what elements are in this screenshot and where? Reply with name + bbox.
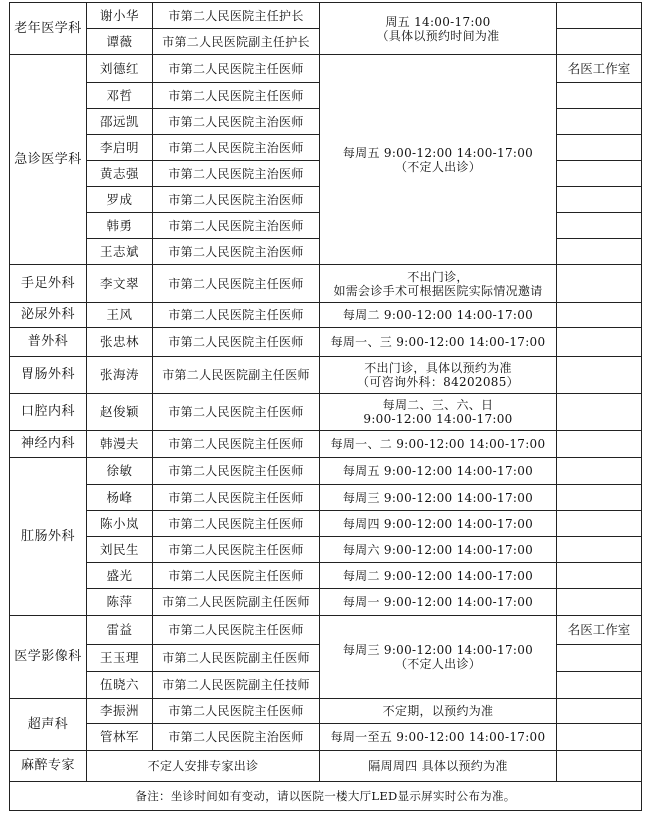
doctor-name: 黄志强 [87, 161, 153, 187]
department-cell: 口腔内科 [10, 394, 87, 431]
doctor-name: 李振洲 [87, 699, 153, 724]
doctor-title: 市第二人民医院主任医师 [153, 83, 320, 109]
doctor-name: 邵远凯 [87, 109, 153, 135]
remark-cell [557, 563, 642, 589]
department-cell: 肛肠外科 [10, 458, 87, 616]
footer-note: 备注：坐诊时间如有变动，请以医院一楼大厅LED显示屏实时公布为准。 [10, 782, 642, 811]
doctor-name: 邓哲 [87, 83, 153, 109]
doctor-title: 市第二人民医院主治医师 [153, 724, 320, 751]
remark-cell [557, 699, 642, 724]
table-row [10, 616, 642, 645]
remark-cell: 名医工作室 [557, 55, 642, 83]
schedule-line: （不定人出诊） [394, 657, 482, 671]
table-row [10, 589, 642, 616]
doctor-name: 徐敏 [87, 458, 153, 485]
table-row [10, 751, 642, 782]
schedule-cell [320, 3, 557, 55]
doctor-title: 市第二人民医院主治医师 [153, 213, 320, 239]
table-row [10, 458, 642, 485]
table-row [10, 782, 642, 811]
schedule-line: （可咨询外科：84202085） [357, 375, 519, 389]
remark-cell [557, 511, 642, 537]
doctor-name: 李文翠 [87, 265, 153, 303]
doctor-title: 市第二人民医院主治医师 [153, 135, 320, 161]
remark-cell [557, 3, 642, 29]
table-row [10, 394, 642, 431]
schedule-line: 每周一、二 9:00-12:00 14:00-17:00 [330, 437, 546, 451]
remark-cell [557, 187, 642, 213]
remark-cell [557, 109, 642, 135]
doctor-title: 市第二人民医院主任医师 [153, 394, 320, 431]
remark-cell [557, 161, 642, 187]
department-cell: 神经内科 [10, 431, 87, 458]
table-row [10, 511, 642, 537]
doctor-title: 市第二人民医院副主任技师 [153, 672, 320, 699]
doctor-name: 李启明 [87, 135, 153, 161]
doctor-name: 韩勇 [87, 213, 153, 239]
table-row [10, 328, 642, 357]
doctor-title: 市第二人民医院主治医师 [153, 161, 320, 187]
remark-cell [557, 458, 642, 485]
department-cell: 麻醉专家 [10, 751, 87, 782]
doctor-title: 市第二人民医院主任医师 [153, 303, 320, 328]
remark-cell [557, 431, 642, 458]
doctor-title: 市第二人民医院主任护长 [153, 3, 320, 29]
department-cell: 急诊医学科 [10, 55, 87, 265]
schedule-line: （具体以预约时间为准 [376, 28, 500, 43]
table-row [10, 303, 642, 328]
schedule-line: 每周三 9:00-12:00 14:00-17:00 [342, 643, 534, 657]
doctor-title: 市第二人民医院主任医师 [153, 265, 320, 303]
schedule-line: 如需会诊手术可根据医院实际情况邀请 [333, 283, 543, 298]
remark-cell [557, 751, 642, 782]
remark-cell [557, 265, 642, 303]
doctor-name: 张海涛 [87, 357, 153, 394]
doctor-title: 市第二人民医院主任医师 [153, 458, 320, 485]
department-cell: 老年医学科 [10, 3, 87, 55]
doctor-title: 市第二人民医院主任医师 [153, 699, 320, 724]
department-cell: 手足外科 [10, 265, 87, 303]
department-cell: 泌尿外科 [10, 303, 87, 328]
doctor-name: 盛光 [87, 563, 153, 589]
schedule-line: 不出门诊， [407, 269, 469, 284]
schedule-cell [320, 303, 557, 328]
doctor-name: 杨峰 [87, 485, 153, 511]
schedule-line: （不定人出诊） [394, 159, 482, 174]
doctor-name: 罗成 [87, 187, 153, 213]
schedule-cell [320, 616, 557, 699]
schedule-cell [320, 328, 557, 357]
schedule-line: 每周五 9:00-12:00 14:00-17:00 [342, 145, 534, 160]
table-row [10, 357, 642, 394]
doctor-name: 陈小岚 [87, 511, 153, 537]
doctor-name: 王玉理 [87, 645, 153, 672]
doctor-name: 张忠林 [87, 328, 153, 357]
remark-cell [557, 135, 642, 161]
remark-cell [557, 303, 642, 328]
doctor-title: 市第二人民医院主任医师 [153, 55, 320, 83]
table-row [10, 699, 642, 724]
schedule-cell [320, 357, 557, 394]
schedule-line: 不出门诊，具体以预约为准 [364, 361, 512, 375]
remark-cell [557, 485, 642, 511]
doctor-title: 市第二人民医院主任医师 [153, 431, 320, 458]
schedule-line: 周五 14:00-17:00 [385, 14, 491, 29]
schedule-cell [320, 394, 557, 431]
remark-cell [557, 328, 642, 357]
schedule-line: 每周一、三 9:00-12:00 14:00-17:00 [330, 335, 546, 349]
table-row [10, 537, 642, 563]
doctor-name: 陈萍 [87, 589, 153, 616]
doctor-name: 管林军 [87, 724, 153, 751]
schedule-cell: 每周二 9:00-12:00 14:00-17:00 [320, 563, 557, 589]
remark-cell [557, 724, 642, 751]
schedule-cell: 隔周周四 具体以预约为准 [320, 751, 557, 782]
doctor-name: 谢小华 [87, 3, 153, 29]
doctor-name: 韩漫夫 [87, 431, 153, 458]
doctor-title: 市第二人民医院副主任护长 [153, 29, 320, 55]
department-cell: 胃肠外科 [10, 357, 87, 394]
doctor-name: 伍晓六 [87, 672, 153, 699]
doctor-name: 王志斌 [87, 239, 153, 265]
table-row [10, 3, 642, 29]
remark-cell [557, 537, 642, 563]
table-row [10, 55, 642, 83]
schedule-cell: 每周五 9:00-12:00 14:00-17:00 [320, 458, 557, 485]
doctor-title: 市第二人民医院主任医师 [153, 328, 320, 357]
schedule-line: 9:00-12:00 14:00-17:00 [363, 412, 513, 426]
doctor-name: 王风 [87, 303, 153, 328]
remark-cell [557, 357, 642, 394]
doctor-title: 市第二人民医院主任医师 [153, 537, 320, 563]
remark-cell [557, 394, 642, 431]
doctor-name: 谭薇 [87, 29, 153, 55]
doctor-title: 市第二人民医院主任医师 [153, 485, 320, 511]
schedule-body [10, 3, 642, 811]
table-row [10, 724, 642, 751]
schedule-cell: 每周一 9:00-12:00 14:00-17:00 [320, 589, 557, 616]
doctor-title: 市第二人民医院主任医师 [153, 616, 320, 645]
doctor-title: 市第二人民医院主治医师 [153, 109, 320, 135]
doctor-name: 刘德红 [87, 55, 153, 83]
schedule-cell: 每周四 9:00-12:00 14:00-17:00 [320, 511, 557, 537]
doctor-title: 市第二人民医院主治医师 [153, 187, 320, 213]
schedule-cell [320, 431, 557, 458]
doctor-title: 市第二人民医院副主任医师 [153, 589, 320, 616]
table-row [10, 485, 642, 511]
remark-cell [557, 239, 642, 265]
schedule-cell: 每周一至五 9:00-12:00 14:00-17:00 [320, 724, 557, 751]
doctor-name: 雷益 [87, 616, 153, 645]
remark-cell: 名医工作室 [557, 616, 642, 645]
doctor-name: 赵俊颖 [87, 394, 153, 431]
schedule-table [9, 2, 642, 811]
doctor-name: 刘民生 [87, 537, 153, 563]
table-row [10, 431, 642, 458]
schedule-line: 每周二 9:00-12:00 14:00-17:00 [342, 308, 534, 322]
schedule-cell: 每周六 9:00-12:00 14:00-17:00 [320, 537, 557, 563]
doctor-title: 市第二人民医院副主任医师 [153, 645, 320, 672]
remark-cell [557, 29, 642, 55]
schedule-cell: 每周三 9:00-12:00 14:00-17:00 [320, 485, 557, 511]
table-row [10, 265, 642, 303]
remark-cell [557, 589, 642, 616]
remark-cell [557, 645, 642, 672]
doctor-title: 市第二人民医院主任医师 [153, 563, 320, 589]
department-cell: 医学影像科 [10, 616, 87, 699]
doctor-title: 市第二人民医院副主任医师 [153, 357, 320, 394]
table-row [10, 563, 642, 589]
doctor-title: 市第二人民医院主治医师 [153, 239, 320, 265]
schedule-cell [320, 55, 557, 265]
schedule-cell: 不定期，以预约为准 [320, 699, 557, 724]
anesthesia-info: 不定人安排专家出诊 [87, 751, 320, 782]
remark-cell [557, 213, 642, 239]
remark-cell [557, 672, 642, 699]
schedule-line: 每周二、三、六、日 [382, 398, 494, 412]
doctor-title: 市第二人民医院主任医师 [153, 511, 320, 537]
department-cell: 超声科 [10, 699, 87, 751]
schedule-cell [320, 265, 557, 303]
remark-cell [557, 83, 642, 109]
department-cell: 普外科 [10, 328, 87, 357]
